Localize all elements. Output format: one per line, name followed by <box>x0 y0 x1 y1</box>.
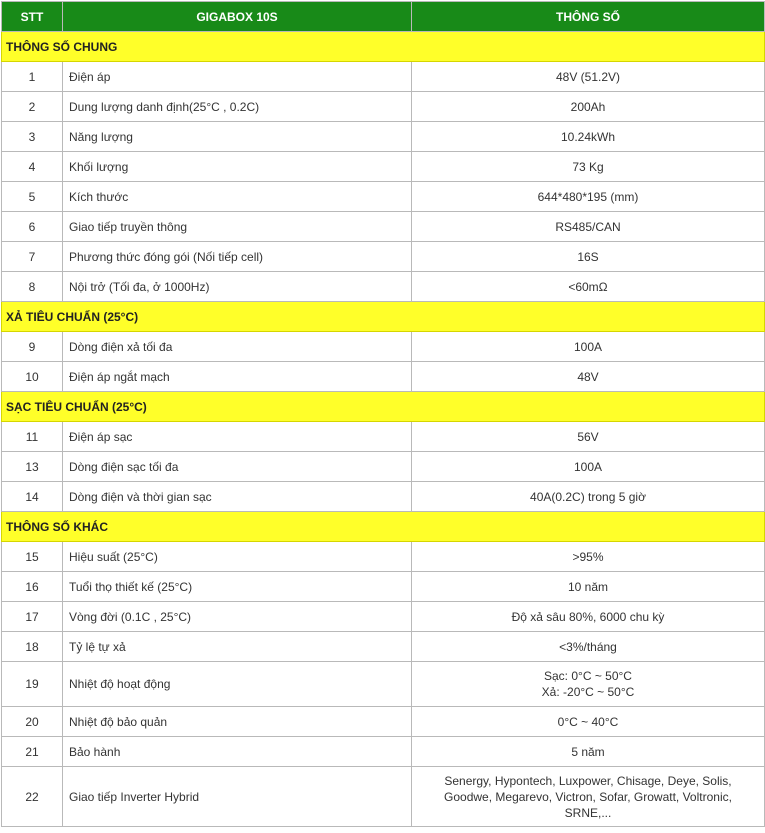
row-parameter: Nhiệt độ hoạt động <box>63 662 412 707</box>
spec-table <box>1 1 765 827</box>
row-value-line: 100A <box>573 339 603 354</box>
section-title: THÔNG SỐ KHÁC <box>2 512 765 542</box>
row-value <box>412 602 765 632</box>
row-value <box>412 62 765 92</box>
row-value-line: 644*480*195 (mm) <box>537 189 639 204</box>
table-row <box>2 152 765 182</box>
row-value-line: 200Ah <box>570 99 606 114</box>
row-value-line: Sạc: 0°C ~ 50°C <box>544 669 632 683</box>
header-row <box>2 2 765 32</box>
row-value <box>412 242 765 272</box>
section-row <box>2 302 765 332</box>
row-parameter: Tỷ lệ tự xả <box>63 632 412 662</box>
row-stt: 5 <box>2 182 63 212</box>
row-value-line: <3%/tháng <box>559 639 617 654</box>
table-row <box>2 362 765 392</box>
row-parameter: Dòng điện và thời gian sạc <box>63 482 412 512</box>
header-product: GIGABOX 10S <box>63 2 412 32</box>
section-row <box>2 32 765 62</box>
row-stt: 3 <box>2 122 63 152</box>
row-stt: 18 <box>2 632 63 662</box>
row-parameter: Vòng đời (0.1C , 25°C) <box>63 602 412 632</box>
row-parameter: Hiệu suất (25°C) <box>63 542 412 572</box>
row-stt: 20 <box>2 707 63 737</box>
row-value-line: 0°C ~ 40°C <box>557 714 619 729</box>
row-value <box>412 422 765 452</box>
row-value-line: 48V <box>577 369 599 384</box>
section-title: XẢ TIÊU CHUẨN (25°C) <box>2 302 765 332</box>
row-value <box>412 707 765 737</box>
row-parameter: Điện áp <box>63 62 412 92</box>
row-stt: 4 <box>2 152 63 182</box>
row-parameter: Dòng điện sạc tối đa <box>63 452 412 482</box>
row-value-line: Goodwe, Megarevo, Victron, Sofar, Growatt, Voltronic, <box>444 789 732 804</box>
table-row <box>2 272 765 302</box>
table-row <box>2 122 765 152</box>
row-value-line: >95% <box>572 549 604 564</box>
row-parameter: Tuổi thọ thiết kế (25°C) <box>63 572 412 602</box>
row-value-line: RS485/CAN <box>555 219 621 234</box>
table-row <box>2 632 765 662</box>
row-value-line: Độ xả sâu 80%, 6000 chu kỳ <box>511 609 665 624</box>
section-row <box>2 512 765 542</box>
row-value-line: SRNE,... <box>564 805 612 820</box>
table-row <box>2 452 765 482</box>
table-row <box>2 602 765 632</box>
row-value <box>412 122 765 152</box>
row-parameter: Giao tiếp Inverter Hybrid <box>63 767 412 827</box>
table-row <box>2 62 765 92</box>
table-row <box>2 422 765 452</box>
row-stt: 11 <box>2 422 63 452</box>
row-value-line: <60mΩ <box>568 279 608 294</box>
row-value <box>412 572 765 602</box>
row-parameter: Kích thước <box>63 182 412 212</box>
table-row <box>2 182 765 212</box>
row-value-line: 56V <box>577 429 599 444</box>
row-parameter: Nội trở (Tối đa, ở 1000Hz) <box>63 272 412 302</box>
row-stt: 21 <box>2 737 63 767</box>
table-row <box>2 92 765 122</box>
row-value <box>412 542 765 572</box>
row-parameter: Điện áp sạc <box>63 422 412 452</box>
row-parameter: Phương thức đóng gói (Nối tiếp cell) <box>63 242 412 272</box>
row-stt: 17 <box>2 602 63 632</box>
row-parameter: Năng lượng <box>63 122 412 152</box>
row-stt: 8 <box>2 272 63 302</box>
row-parameter: Giao tiếp truyền thông <box>63 212 412 242</box>
row-stt: 13 <box>2 452 63 482</box>
row-value-line: Xả: -20°C ~ 50°C <box>541 685 635 699</box>
row-value <box>412 92 765 122</box>
row-parameter: Điện áp ngắt mạch <box>63 362 412 392</box>
row-value-line: 100A <box>573 459 603 474</box>
row-parameter: Bảo hành <box>63 737 412 767</box>
row-stt: 1 <box>2 62 63 92</box>
row-stt: 9 <box>2 332 63 362</box>
row-stt: 16 <box>2 572 63 602</box>
row-value-line: Senergy, Hypontech, Luxpower, Chisage, Deye, Solis, <box>444 773 732 788</box>
header-stt: STT <box>2 2 63 32</box>
section-title: SẠC TIÊU CHUẨN (25°C) <box>2 392 765 422</box>
row-value-line: 10.24kWh <box>560 129 616 144</box>
row-value <box>412 482 765 512</box>
row-stt: 10 <box>2 362 63 392</box>
row-stt: 7 <box>2 242 63 272</box>
table-row <box>2 662 765 707</box>
row-stt: 22 <box>2 767 63 827</box>
row-parameter: Dòng điện xả tối đa <box>63 332 412 362</box>
row-value <box>412 212 765 242</box>
row-stt: 2 <box>2 92 63 122</box>
row-value <box>412 662 765 707</box>
table-row <box>2 737 765 767</box>
spec-body <box>2 32 765 827</box>
section-title: THÔNG SỐ CHUNG <box>2 32 765 62</box>
row-value-line: 5 năm <box>571 744 605 759</box>
row-parameter: Nhiệt độ bảo quản <box>63 707 412 737</box>
row-value <box>412 332 765 362</box>
row-value <box>412 632 765 662</box>
row-value <box>412 452 765 482</box>
row-stt: 14 <box>2 482 63 512</box>
header-spec: THÔNG SỐ <box>412 2 765 32</box>
row-value <box>412 767 765 827</box>
row-value <box>412 272 765 302</box>
row-value <box>412 182 765 212</box>
row-value-line: 16S <box>577 249 599 264</box>
row-parameter: Dung lượng danh định(25°C , 0.2C) <box>63 92 412 122</box>
row-parameter: Khối lượng <box>63 152 412 182</box>
table-row <box>2 767 765 827</box>
row-value <box>412 152 765 182</box>
row-stt: 6 <box>2 212 63 242</box>
row-value <box>412 737 765 767</box>
table-row <box>2 212 765 242</box>
row-value <box>412 362 765 392</box>
section-row <box>2 392 765 422</box>
row-value-line: 10 năm <box>567 579 609 594</box>
row-stt: 15 <box>2 542 63 572</box>
row-value-line: 48V (51.2V) <box>555 69 621 84</box>
table-row <box>2 707 765 737</box>
table-row <box>2 332 765 362</box>
table-row <box>2 482 765 512</box>
row-value-line: 40A(0.2C) trong 5 giờ <box>530 489 646 504</box>
table-row <box>2 542 765 572</box>
row-value-line: 73 Kg <box>572 159 604 174</box>
table-row <box>2 572 765 602</box>
row-stt: 19 <box>2 662 63 707</box>
table-row <box>2 242 765 272</box>
